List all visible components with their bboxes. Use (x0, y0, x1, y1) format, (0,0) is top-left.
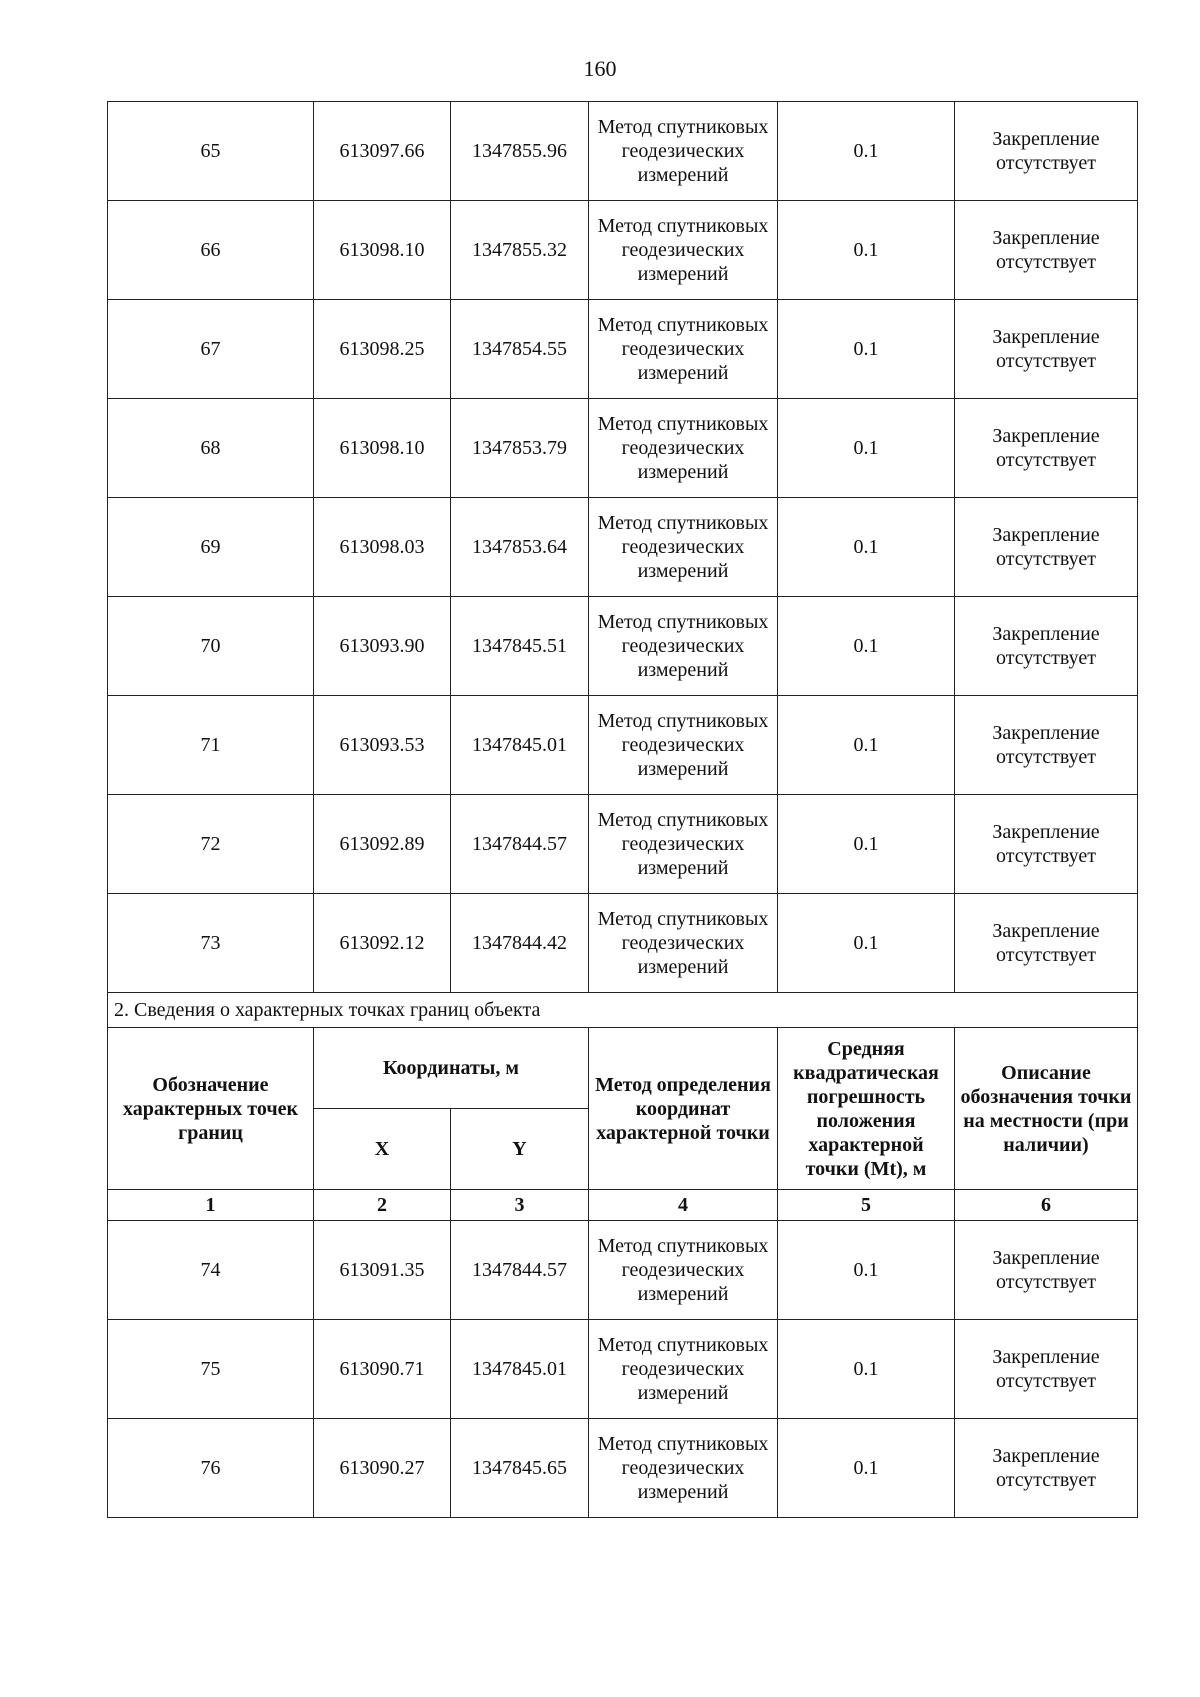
cell-point-number: 68 (108, 399, 314, 498)
cell-coord-y: 1347844.57 (451, 1221, 589, 1320)
cell-method: Метод спутниковых геодезических измерений (589, 795, 778, 894)
cell-accuracy: 0.1 (778, 1221, 955, 1320)
table-row (108, 1221, 1138, 1320)
cell-method: Метод спутниковых геодезических измерений (589, 300, 778, 399)
cell-method: Метод спутниковых геодезических измерений (589, 201, 778, 300)
cell-method: Метод спутниковых геодезических измерений (589, 399, 778, 498)
cell-description: Закрепление отсутствует (955, 102, 1138, 201)
cell-point-number: 72 (108, 795, 314, 894)
header-method: Метод определения координат характерной точки (589, 1028, 778, 1190)
cell-coord-y: 1347855.32 (451, 201, 589, 300)
header-x: X (314, 1109, 451, 1190)
table-row (108, 201, 1138, 300)
header-designation: Обозначение характерных точек границ (108, 1028, 314, 1190)
cell-coord-y: 1347853.79 (451, 399, 589, 498)
cell-coord-y: 1347853.64 (451, 498, 589, 597)
column-number: 5 (778, 1190, 955, 1221)
cell-description: Закрепление отсутствует (955, 1221, 1138, 1320)
cell-coord-y: 1347854.55 (451, 300, 589, 399)
cell-accuracy: 0.1 (778, 201, 955, 300)
header-y: Y (451, 1109, 589, 1190)
cell-coord-x: 613092.12 (314, 894, 451, 993)
cell-accuracy: 0.1 (778, 102, 955, 201)
cell-coord-x: 613090.71 (314, 1320, 451, 1419)
cell-coord-y: 1347844.42 (451, 894, 589, 993)
header-description: Описание обозначения точки на местности (при наличии) (955, 1028, 1138, 1190)
cell-description: Закрепление отсутствует (955, 597, 1138, 696)
section-2 (108, 993, 1138, 1221)
section-title-row (108, 993, 1138, 1028)
header-row (108, 1028, 1138, 1109)
section-title: 2. Сведения о характерных точках границ объекта (108, 993, 1138, 1028)
cell-accuracy: 0.1 (778, 300, 955, 399)
cell-description: Закрепление отсутствует (955, 498, 1138, 597)
cell-coord-x: 613093.53 (314, 696, 451, 795)
cell-description: Закрепление отсутствует (955, 300, 1138, 399)
cell-coord-x: 613098.25 (314, 300, 451, 399)
cell-coord-x: 613090.27 (314, 1419, 451, 1518)
cell-coord-x: 613093.90 (314, 597, 451, 696)
column-number: 4 (589, 1190, 778, 1221)
cell-description: Закрепление отсутствует (955, 894, 1138, 993)
cell-accuracy: 0.1 (778, 696, 955, 795)
cell-method: Метод спутниковых геодезических измерений (589, 1320, 778, 1419)
cell-description: Закрепление отсутствует (955, 201, 1138, 300)
column-numbers-row (108, 1190, 1138, 1221)
column-number: 3 (451, 1190, 589, 1221)
cell-method: Метод спутниковых геодезических измерений (589, 498, 778, 597)
table-row (108, 597, 1138, 696)
cell-coord-x: 613098.10 (314, 201, 451, 300)
cell-accuracy: 0.1 (778, 894, 955, 993)
cell-point-number: 70 (108, 597, 314, 696)
cell-accuracy: 0.1 (778, 795, 955, 894)
cell-point-number: 71 (108, 696, 314, 795)
cell-coord-y: 1347845.01 (451, 696, 589, 795)
cell-coord-y: 1347845.51 (451, 597, 589, 696)
table-row (108, 300, 1138, 399)
cell-accuracy: 0.1 (778, 597, 955, 696)
table-row (108, 1419, 1138, 1518)
cell-method: Метод спутниковых геодезических измерений (589, 1419, 778, 1518)
cell-coord-y: 1347844.57 (451, 795, 589, 894)
cell-coord-y: 1347845.65 (451, 1419, 589, 1518)
cell-point-number: 65 (108, 102, 314, 201)
header-coordinates: Координаты, м (314, 1028, 589, 1109)
cell-method: Метод спутниковых геодезических измерений (589, 894, 778, 993)
cell-coord-y: 1347855.96 (451, 102, 589, 201)
table-row (108, 498, 1138, 597)
cell-coord-x: 613092.89 (314, 795, 451, 894)
table-row (108, 696, 1138, 795)
table-row (108, 795, 1138, 894)
cell-point-number: 73 (108, 894, 314, 993)
cell-coord-y: 1347845.01 (451, 1320, 589, 1419)
page-number: 160 (583, 56, 617, 81)
boundary-points-table (107, 101, 1138, 1518)
cell-point-number: 66 (108, 201, 314, 300)
cell-description: Закрепление отсутствует (955, 696, 1138, 795)
cell-coord-x: 613091.35 (314, 1221, 451, 1320)
cell-coord-x: 613098.10 (314, 399, 451, 498)
cell-accuracy: 0.1 (778, 1320, 955, 1419)
points-part1 (108, 102, 1138, 993)
cell-point-number: 74 (108, 1221, 314, 1320)
cell-description: Закрепление отсутствует (955, 795, 1138, 894)
cell-point-number: 69 (108, 498, 314, 597)
cell-accuracy: 0.1 (778, 1419, 955, 1518)
cell-method: Метод спутниковых геодезических измерений (589, 102, 778, 201)
cell-accuracy: 0.1 (778, 498, 955, 597)
table-row (108, 894, 1138, 993)
cell-coord-x: 613098.03 (314, 498, 451, 597)
cell-description: Закрепление отсутствует (955, 399, 1138, 498)
cell-point-number: 75 (108, 1320, 314, 1419)
cell-point-number: 67 (108, 300, 314, 399)
points-part2 (108, 1221, 1138, 1518)
header-accuracy: Средняя квадратическая погрешность положения характерной точки (Mt), м (778, 1028, 955, 1190)
column-number: 1 (108, 1190, 314, 1221)
column-number: 6 (955, 1190, 1138, 1221)
column-number: 2 (314, 1190, 451, 1221)
cell-method: Метод спутниковых геодезических измерений (589, 696, 778, 795)
cell-description: Закрепление отсутствует (955, 1320, 1138, 1419)
cell-method: Метод спутниковых геодезических измерений (589, 1221, 778, 1320)
cell-method: Метод спутниковых геодезических измерений (589, 597, 778, 696)
cell-accuracy: 0.1 (778, 399, 955, 498)
table-row (108, 399, 1138, 498)
cell-point-number: 76 (108, 1419, 314, 1518)
cell-coord-x: 613097.66 (314, 102, 451, 201)
table-row (108, 102, 1138, 201)
cell-description: Закрепление отсутствует (955, 1419, 1138, 1518)
table-row (108, 1320, 1138, 1419)
